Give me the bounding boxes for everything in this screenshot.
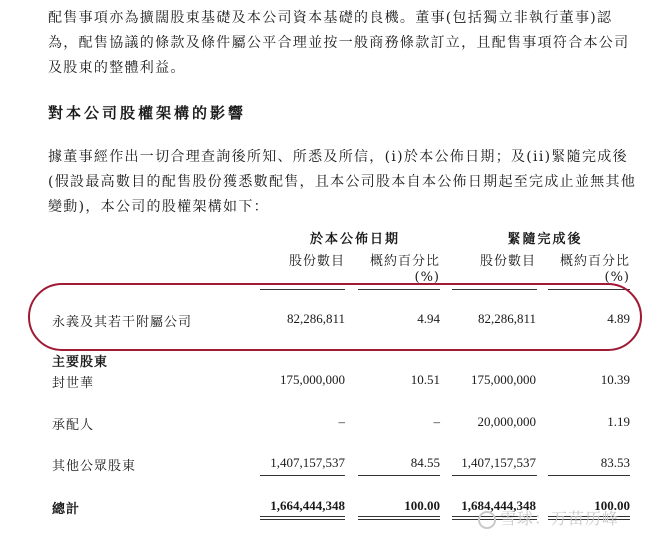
subtotal-rule [548, 475, 630, 476]
total-rule [358, 516, 440, 517]
cell-shares-after: 82,286,811 [477, 311, 536, 326]
total-pct-current: 100.00 [404, 498, 440, 513]
watermark-text: 雪球：万苗历峰 [500, 509, 620, 528]
cell-shares-current: 82,286,811 [286, 311, 345, 326]
cell-shares-after: 20,000,000 [477, 414, 536, 429]
total-rule [260, 516, 345, 517]
total-shares-after: 1,684,444,348 [461, 498, 536, 513]
row-label-wing-tai: 永義及其若干附屬公司 [52, 315, 193, 330]
total-rule [260, 519, 345, 520]
cell-pct-current: – [433, 414, 440, 429]
subtotal-rule [452, 475, 537, 476]
subtotal-rule [260, 475, 345, 476]
col-header-pct-current: 概約百分比 [369, 254, 440, 269]
cell-pct-current: 4.94 [417, 311, 440, 326]
total-pct-after: 100.00 [594, 498, 630, 513]
total-shares-current: 1,664,444,348 [270, 498, 345, 513]
cell-shares-current: – [338, 414, 345, 429]
group-header-current: 於本公佈日期 [309, 232, 400, 247]
col-header-shares-after: 股份數目 [479, 254, 536, 269]
total-rule [358, 519, 440, 520]
watermark [478, 506, 619, 529]
cell-shares-current: 1,407,157,537 [270, 455, 345, 470]
cell-shares-after: 175,000,000 [471, 372, 536, 387]
cell-pct-after: 83.53 [600, 455, 630, 470]
row-label: 其他公眾股東 [52, 459, 137, 474]
cell-pct-current: 10.51 [410, 372, 440, 387]
intro-paragraph: 配售事項亦為擴闊股東基礎及本公司資本基礎的良機。董事(包括獨立非執行董事)認為，配售協議的條款及條件屬公平合理並按一般商務條款訂立，且配售事項符合本公司及股東的整體利益。 [48, 10, 630, 76]
section-heading: 對本公司股權架構的影響 [48, 104, 247, 122]
cell-shares-after: 1,407,157,537 [461, 455, 536, 470]
row-label: 承配人 [52, 418, 95, 433]
col-header-pct-unit-current: (%) [414, 270, 440, 285]
subtotal-rule [358, 475, 440, 476]
cell-pct-after: 4.89 [607, 311, 630, 326]
col-header-pct-after: 概約百分比 [559, 254, 630, 269]
cell-pct-current: 84.55 [410, 455, 440, 470]
substantial-shareholders-header: 主要股東 [52, 355, 109, 370]
group-header-after: 緊隨完成後 [507, 232, 583, 247]
body-paragraph: 據董事經作出一切合理查詢後所知、所悉及所信，(i)於本公佈日期；及(ii)緊隨完成後(假設最高數目的配售股份獲悉數配售，且本公司股本自本公佈日期起至完成止並無其他變動)，本公司的股權架構如下： [48, 149, 637, 215]
col-header-pct-unit-after: (%) [604, 270, 630, 285]
total-label: 總計 [52, 502, 81, 517]
cell-shares-current: 175,000,000 [280, 372, 345, 387]
col-header-shares-current: 股份數目 [288, 254, 345, 269]
cell-pct-after: 10.39 [600, 372, 630, 387]
row-label: 封世華 [52, 376, 95, 391]
cell-pct-after: 1.19 [607, 414, 630, 429]
snowball-logo-icon [478, 511, 496, 529]
